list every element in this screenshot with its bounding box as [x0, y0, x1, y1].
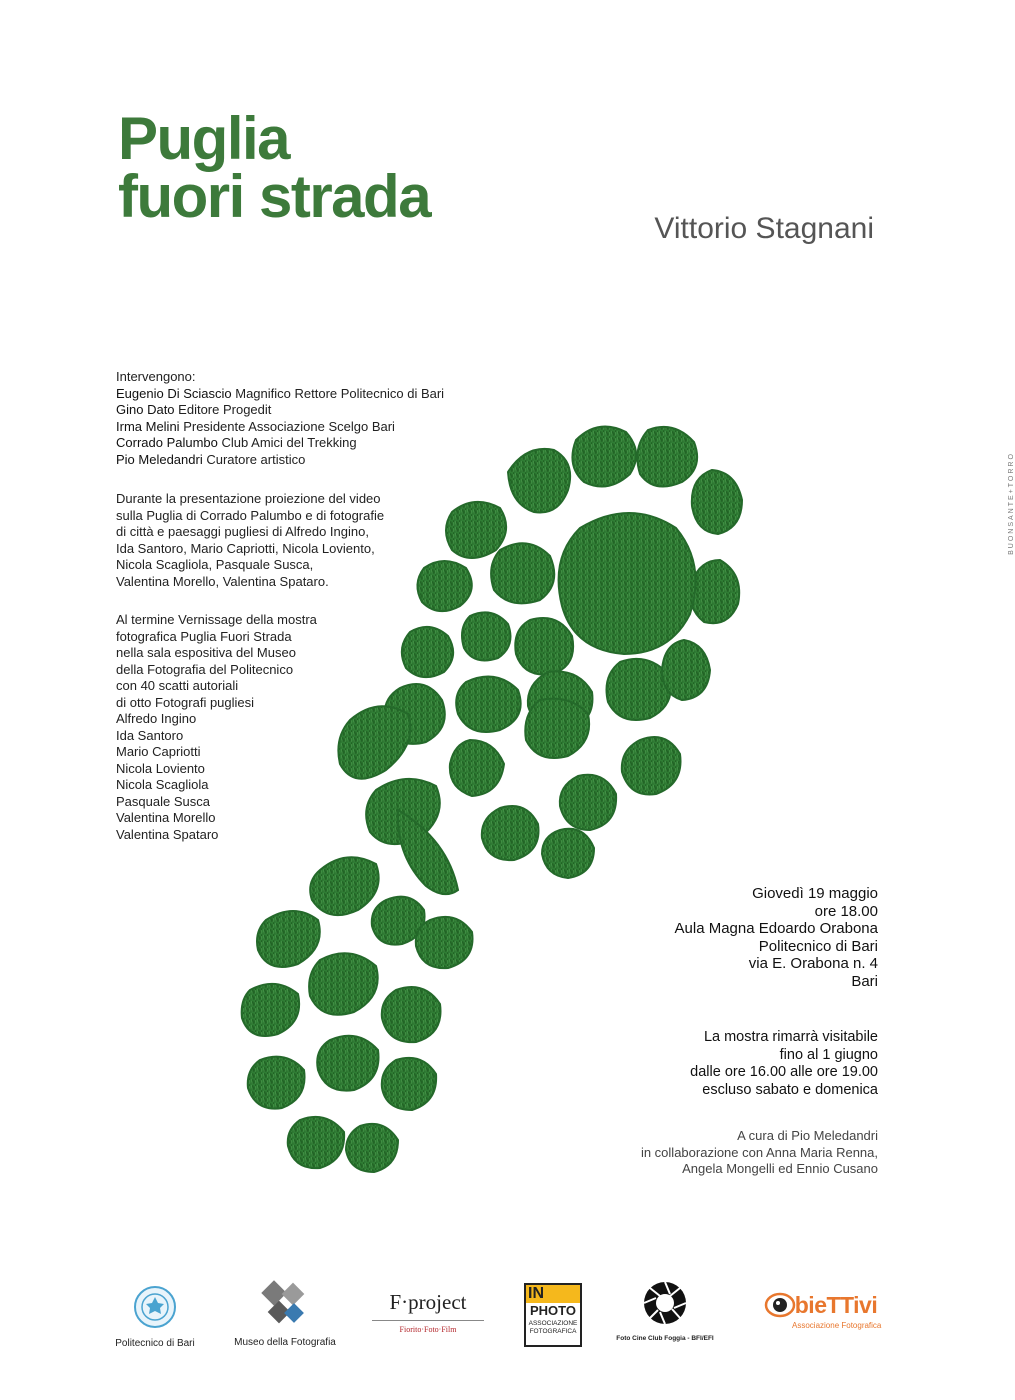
eye-lens-icon: [765, 1290, 795, 1320]
grass-patch: [382, 987, 441, 1042]
fproject-subtitle: Fiorito·Foto·Film: [399, 1325, 457, 1334]
speaker-name: Corrado Palumbo: [116, 435, 218, 450]
title-line-1: Puglia: [118, 105, 290, 172]
photographer-name: Nicola Loviento: [116, 760, 205, 776]
text-line: Durante la presentazione proiezione del video: [116, 491, 381, 506]
speaker-name: Irma Melini: [116, 418, 180, 434]
logo-fotocine: [610, 1280, 720, 1342]
grass-patch: [662, 640, 710, 700]
politecnico-seal-icon: [133, 1285, 177, 1329]
text-line: fino al 1 giugno: [779, 1046, 878, 1063]
speaker-role: Club Amici del Trekking: [221, 435, 357, 450]
inphoto-foto: FOTOGRAFICA: [529, 1328, 577, 1335]
event-date: Giovedì 19 maggio: [752, 885, 878, 902]
text-line: con 40 scatti autoriali: [116, 678, 239, 693]
text-line: fotografica Puglia Fuori Strada: [116, 628, 292, 644]
photographer-name: Valentina Spataro: [116, 826, 219, 842]
aperture-icon: [642, 1280, 688, 1326]
text-line: di otto Fotografi pugliesi: [116, 694, 255, 710]
speaker-role: Curatore artistico: [206, 451, 306, 467]
text-line: dalle ore 16.00 alle ore 19.00: [690, 1064, 878, 1080]
event-institution: Politecnico di Bari: [758, 937, 878, 955]
speaker-row: [116, 435, 516, 452]
text-line: Al termine Vernissage della mostra: [116, 612, 317, 627]
grass-patch: [242, 984, 299, 1036]
logo-museo: [220, 1280, 350, 1348]
event-city: Bari: [851, 972, 878, 990]
title-line-2: fuori strada: [118, 163, 431, 230]
logo-caption: Museo della Fotografia: [234, 1337, 336, 1348]
grass-patch: [508, 449, 570, 513]
speaker-name: Gino Dato: [116, 402, 175, 417]
photographer-name: Pasquale Susca: [116, 793, 210, 809]
speaker-name: Eugenio Di Sciascio: [116, 385, 232, 401]
poster-title: [118, 105, 431, 230]
text-line: di città e paesaggi pugliesi di Alfredo Ingino,: [116, 524, 369, 539]
speaker-name: Pio Meledandri: [116, 451, 203, 467]
grass-patch: [560, 775, 616, 830]
info-column: [116, 369, 516, 843]
event-details: [675, 885, 878, 990]
logo-fproject: [372, 1290, 484, 1334]
speaker-row: [116, 402, 516, 419]
grass-patch: [248, 1057, 305, 1109]
grass-patch: [559, 513, 696, 654]
text-line: Ida Santoro, Mario Capriotti, Nicola Loviento,: [116, 540, 375, 556]
text-line: La mostra rimarrà visitabile: [703, 1029, 878, 1045]
grass-patch: [692, 470, 742, 534]
grass-patch: [346, 1124, 398, 1172]
fproject-wordmark: F·project: [372, 1290, 484, 1321]
grass-patch: [257, 911, 320, 967]
grass-patch: [622, 737, 681, 794]
text-line: escluso sabato e domenica: [702, 1081, 878, 1098]
logo-politecnico: [100, 1285, 210, 1349]
text-line: Angela Mongelli ed Ennio Cusano: [682, 1161, 878, 1176]
grass-patch: [607, 659, 671, 720]
grass-patch: [515, 618, 573, 675]
text-line: sulla Puglia di Corrado Palumbo e di fotografie: [116, 507, 385, 523]
inphoto-photo: PHOTO: [530, 1303, 576, 1318]
logo-obiettivi: [736, 1290, 906, 1330]
grass-patch: [637, 427, 697, 487]
event-address: via E. Orabona n. 4: [748, 955, 878, 972]
speaker-row: [116, 386, 516, 403]
museo-puzzle-icon: [261, 1280, 309, 1328]
photographer-name: Valentina Morello: [116, 810, 216, 825]
event-time: ore 18.00: [814, 902, 878, 920]
grass-patch: [288, 1117, 344, 1168]
photographer-name: Nicola Scagliola: [116, 777, 209, 792]
presentation-text: [116, 491, 516, 590]
author-name: Vittorio Stagnani: [654, 212, 874, 245]
speaker-row: [116, 419, 516, 436]
obiettivi-name: bieTTivi: [794, 1291, 878, 1318]
photographer-name: Alfredo Ingino: [116, 711, 197, 726]
speaker-role: Presidente Associazione Scelgo Bari: [183, 418, 395, 434]
designer-credit: BUONSANTE+TORRO: [1007, 452, 1015, 555]
grass-patch: [691, 560, 740, 623]
text-line: nella sala espositiva del Museo: [116, 645, 296, 660]
vernissage-text: [116, 612, 516, 711]
text-line: della Fotografia del Politecnico: [116, 661, 294, 677]
speaker-role: Magnifico Rettore Politecnico di Bari: [235, 385, 445, 401]
logo-inphoto: [524, 1283, 582, 1347]
text-line: A cura di Pio Meledandri: [737, 1128, 878, 1143]
visiting-hours: [690, 1029, 878, 1099]
grass-patch: [572, 427, 636, 487]
photographers-list: [116, 711, 516, 843]
grass-patch: [317, 1036, 378, 1091]
event-venue: Aula Magna Edoardo Orabona: [674, 920, 878, 937]
photographer-name: Mario Capriotti: [116, 744, 201, 759]
speaker-row: [116, 452, 516, 469]
grass-patch: [382, 1058, 436, 1110]
sponsor-logos: [100, 1275, 910, 1355]
speakers-heading: Intervengono:: [116, 369, 196, 384]
photographer-name: Ida Santoro: [116, 727, 184, 743]
grass-patch: [525, 699, 589, 758]
grass-patch: [310, 857, 378, 915]
text-line: Nicola Scagliola, Pasquale Susca,: [116, 557, 314, 572]
curator-credits: [641, 1128, 878, 1178]
obiettivi-subtitle: Associazione Fotografica: [792, 1321, 882, 1330]
grass-patch: [416, 917, 473, 968]
logo-caption: Politecnico di Bari: [115, 1338, 195, 1349]
logo-caption: Foto Cine Club Foggia - BFI/EFI: [616, 1335, 714, 1342]
speaker-role: Editore Progedit: [178, 402, 272, 417]
text-line: in collaborazione con Anna Maria Renna,: [640, 1144, 878, 1160]
grass-patch: [542, 829, 594, 878]
obiettivi-wordmark: [736, 1290, 906, 1320]
inphoto-assoc: ASSOCIAZIONE: [528, 1320, 578, 1327]
inphoto-in: IN: [526, 1285, 580, 1303]
text-line: Valentina Morello, Valentina Spataro.: [116, 573, 329, 589]
grass-patch: [309, 953, 378, 1015]
